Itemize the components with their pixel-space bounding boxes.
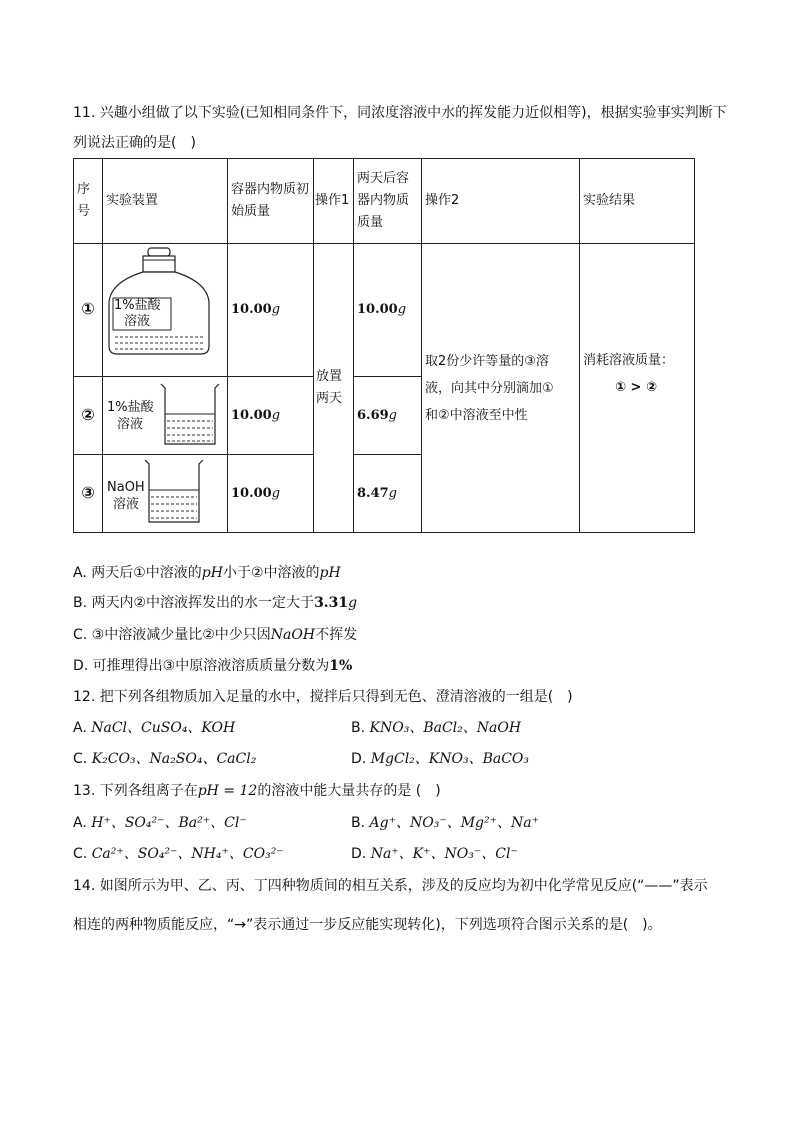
- header-op1: 操作1: [314, 159, 354, 244]
- q13-option-b: B. Ag⁺、NO₃⁻、Mg²⁺、Na⁺: [351, 815, 539, 831]
- q13-option-d: D. Na⁺、K⁺、NO₃⁻、Cl⁻: [351, 846, 518, 862]
- row3-label-line2: 溶液: [113, 497, 140, 512]
- row3-after-mass: 8.47g: [354, 455, 422, 533]
- q12-option-b: B. KNO₃、BaCl₂、NaOH: [351, 720, 522, 736]
- q11-option-c: C. ③中溶液减少量比②中少只因NaOH不挥发: [73, 627, 358, 643]
- row3-apparatus: [103, 455, 228, 533]
- header-initial-mass: 容器内物质初 始质量: [228, 159, 314, 244]
- op1-cell: 放置 两天: [314, 244, 354, 533]
- q12-option-a: A. NaCl、CuSO₄、KOH: [73, 720, 236, 736]
- header-apparatus: 实验装置: [103, 159, 228, 244]
- q14-stem-line2: 相连的两种物质能反应，“→”表示通过一步反应能实现转化)，下列选项符合图示关系的是( )。: [73, 917, 662, 933]
- row1-apparatus-label: 1%盐酸 溶液: [114, 298, 161, 329]
- header-seq: 序 号: [74, 159, 103, 244]
- q11-stem-line1: 11. 兴趣小组做了以下实验(已知相同条件下，同浓度溶液中水的挥发能力近似相等)，根据实验事实判断下: [73, 105, 727, 121]
- table-row: [74, 244, 695, 377]
- q12-stem: 12. 把下列各组物质加入足量的水中，搅拌后只得到无色、澄清溶液的一组是( ): [73, 689, 573, 705]
- op2-cell: 取2份少许等量的③溶 液，向其中分别滴加① 和②中溶液至中性: [422, 244, 580, 533]
- header-op2: 操作2: [422, 159, 580, 244]
- row1-initial-mass: 10.00g: [228, 244, 314, 377]
- experiment-table: [73, 158, 695, 533]
- q14-stem-line1: 14. 如图所示为甲、乙、丙、丁四种物质间的相互关系，涉及的反应均为初中化学常见反应(“——”表示: [73, 878, 708, 894]
- row1-after-mass: 10.00g: [354, 244, 422, 377]
- row3-label-line1: NaOH: [107, 480, 145, 495]
- q11-option-d: D. 可推理得出③中原溶液溶质质量分数为1%: [73, 658, 353, 674]
- q12-option-c: C. K₂CO₃、Na₂SO₄、CaCl₂: [73, 751, 257, 767]
- q11-stem-line2: 列说法正确的是( ): [73, 135, 196, 151]
- row2-initial-mass: 10.00g: [228, 377, 314, 455]
- table-header-row: [74, 159, 695, 244]
- header-result: 实验结果: [580, 159, 695, 244]
- row2-seq: ②: [74, 377, 103, 455]
- q13-option-c: C. Ca²⁺、SO₄²⁻、NH₄⁺、CO₃²⁻: [73, 846, 284, 862]
- result-cell: 消耗溶液质量： ① > ②: [580, 244, 695, 533]
- row2-apparatus: [103, 377, 228, 455]
- q13-option-a: A. H⁺、SO₄²⁻、Ba²⁺、Cl⁻: [73, 815, 247, 831]
- q11-option-b: B. 两天内②中溶液挥发出的水一定大于3.31g: [73, 595, 358, 611]
- q12-option-d: D. MgCl₂、KNO₃、BaCO₃: [351, 751, 530, 767]
- row2-label-line1: 1%盐酸: [107, 400, 154, 415]
- row3-seq: ③: [74, 455, 103, 533]
- header-after-mass: 两天后容 器内物质 质量: [354, 159, 422, 244]
- row2-after-mass: 6.69g: [354, 377, 422, 455]
- q13-stem: 13. 下列各组离子在pH = 12的溶液中能大量共存的是 ( ): [73, 783, 441, 799]
- row3-initial-mass: 10.00g: [228, 455, 314, 533]
- row2-label-line2: 溶液: [117, 417, 144, 432]
- q11-option-a: A. 两天后①中溶液的pH小于②中溶液的pH: [73, 565, 341, 581]
- row1-seq: ①: [74, 244, 103, 377]
